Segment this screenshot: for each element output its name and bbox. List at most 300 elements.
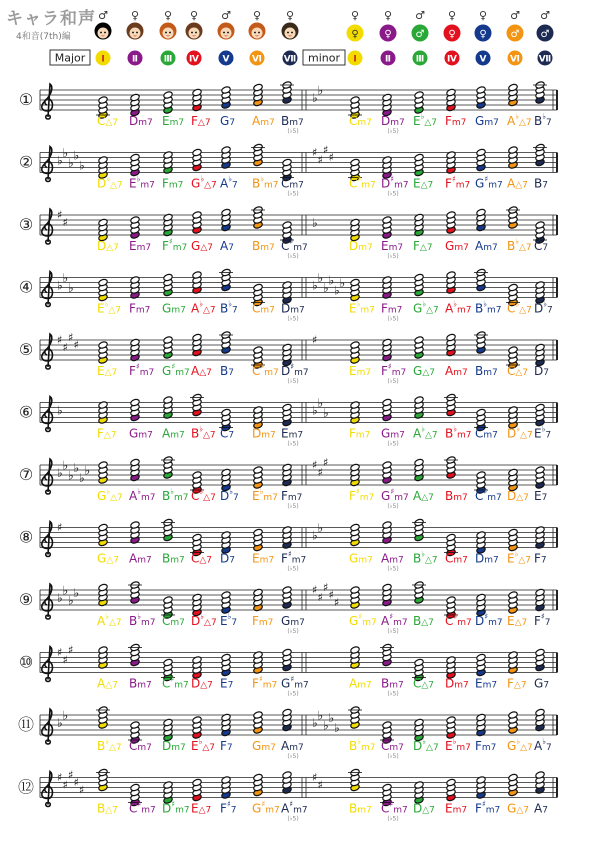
row-number: ① (18, 90, 34, 109)
chord-root: A (445, 364, 454, 378)
key-sharp-icon: ♯ (312, 583, 318, 597)
chord-name (507, 614, 527, 628)
chord-quality: △7 (200, 243, 213, 253)
key-sharp-icon: ♯ (312, 146, 318, 159)
chord-name (445, 239, 469, 253)
chord-name (220, 612, 237, 628)
chord-name (445, 552, 468, 566)
staff-row-5 (19, 331, 557, 385)
chord-accidental: ♭ (229, 487, 234, 496)
treble-clef-icon (42, 209, 53, 244)
chord-accidental: ♯ (390, 174, 395, 184)
chord-name (129, 239, 151, 253)
flat-five-marker: (♭5) (387, 565, 399, 573)
row-number: ⑪ (17, 715, 35, 734)
treble-clef-icon (42, 772, 53, 807)
chord-name (191, 802, 211, 816)
gender-symbol: ♀ (478, 9, 488, 22)
chord-root: G (507, 739, 517, 753)
flat-five-marker: (♭5) (387, 628, 399, 635)
chord-root: B (252, 176, 261, 191)
chord-quality: △7 (199, 555, 213, 566)
chord-quality: m7 (137, 743, 152, 753)
chord-quality: △7 (419, 243, 433, 253)
chord-quality: m7 (453, 493, 468, 503)
chord-root: F (97, 426, 104, 441)
chord-root: B (413, 614, 422, 628)
chord-root: E (129, 176, 137, 191)
chord-name (507, 300, 532, 316)
chord-quality: m7 (387, 305, 403, 316)
chord-name (129, 612, 156, 628)
chord-quality: △7 (515, 368, 529, 378)
minor-degree-numeral: Ⅵ (510, 54, 520, 65)
chord-quality: m7 (357, 118, 372, 128)
key-flat-icon: ♭ (57, 278, 63, 293)
chord-accidental: ♯ (540, 612, 545, 621)
chord-root: E (191, 739, 199, 753)
chord-root: A (252, 114, 261, 128)
key-flat-icon: ♭ (57, 716, 63, 730)
treble-clef-icon (42, 647, 53, 682)
chord-accidental: ♯ (481, 799, 486, 809)
chord-name (220, 800, 237, 816)
chord-quality: △7 (520, 743, 533, 753)
chord-root: D (349, 239, 359, 253)
chord-name (507, 177, 528, 191)
chord-name (252, 800, 280, 816)
chord-name (475, 612, 503, 628)
chord-root: E (534, 426, 542, 441)
chord-root: E (475, 676, 483, 691)
key-sharp-icon: ♯ (57, 771, 63, 784)
chord-name (97, 114, 118, 128)
chord-quality: 7 (229, 118, 236, 128)
chord-root: G (129, 426, 139, 441)
treble-clef-icon (42, 397, 53, 432)
chord-quality: △7 (106, 243, 119, 253)
chord-name (413, 802, 435, 816)
chord-accidental: ♯ (135, 362, 140, 371)
flat-five-marker: (♭5) (387, 128, 399, 135)
key-sharp-icon: ♯ (62, 653, 68, 667)
chord-root: D (220, 551, 230, 566)
major-degree-numeral: Ⅲ (163, 54, 173, 65)
major-degree-numeral: Ⅱ (132, 54, 138, 65)
chord-root: C (507, 364, 516, 378)
chord-quality: m7 (454, 243, 469, 253)
key-flat-icon: ♭ (323, 406, 329, 420)
chord-quality: m7 (457, 305, 472, 316)
chord-name (252, 675, 277, 691)
chord-quality: △7 (204, 618, 217, 628)
chord-name (349, 427, 370, 441)
chord-name (97, 612, 122, 628)
chord-accidental: ♯ (389, 799, 394, 809)
chord-root: B (349, 801, 358, 816)
chord-root: C (507, 301, 516, 316)
chord-root: D (220, 489, 230, 503)
chord-quality: △7 (426, 743, 439, 753)
chord-root: A (129, 489, 138, 503)
chord-name (191, 364, 212, 378)
key-flat-icon: ♭ (62, 458, 69, 473)
gender-symbol: ♀ (479, 29, 487, 40)
chord-root: C (252, 364, 261, 378)
major-degree-numeral: Ⅵ (252, 54, 262, 65)
key-flat-icon: ♭ (317, 83, 324, 98)
chord-name (162, 675, 189, 691)
chord-root: G (413, 301, 423, 316)
chord-root: E (413, 114, 421, 128)
chord-root: B (445, 426, 454, 441)
chord-quality: m7 (482, 680, 498, 691)
chord-name (252, 427, 276, 441)
chord-name (129, 739, 152, 753)
chord-root: D (97, 239, 107, 253)
key-flat-icon: ♭ (312, 278, 318, 293)
chord-name (281, 427, 303, 441)
chord-quality: m7 (294, 680, 309, 691)
chord-name (445, 612, 472, 628)
chord-quality: △7 (110, 180, 123, 191)
staff-row-9 (19, 581, 557, 635)
key-flat-icon: ♭ (317, 396, 324, 410)
chord-quality: m7 (361, 743, 376, 753)
chord-name (381, 487, 409, 503)
chord-root: F (445, 176, 452, 191)
chord-root: C (191, 551, 200, 566)
chord-quality: △7 (105, 118, 119, 128)
chord-name (475, 487, 502, 503)
row-number: ⑩ (18, 652, 34, 672)
chord-name (445, 489, 468, 503)
chord-name (162, 362, 190, 378)
chord-quality: △7 (199, 368, 212, 378)
chord-root: C (281, 176, 290, 191)
chord-quality: m7 (389, 680, 404, 691)
chord-name (220, 427, 234, 441)
chord-root: A (349, 676, 358, 691)
chord-name (507, 112, 532, 128)
chord-quality: m7 (393, 618, 408, 628)
chord-quality: m7 (483, 243, 498, 253)
flat-five-marker: (♭5) (287, 815, 299, 823)
key-flat-icon: ♭ (323, 281, 329, 295)
chord-quality: m7 (260, 243, 275, 253)
chord-quality: m7 (388, 243, 404, 253)
staff-row-4 (19, 268, 557, 322)
minor-degree-numeral: Ⅱ (385, 54, 391, 65)
chord-root: C (349, 114, 358, 128)
chord-root: A (413, 489, 422, 503)
chord-root: D (413, 801, 423, 816)
chord-quality: △7 (516, 493, 529, 503)
key-flat-icon: ♭ (68, 468, 74, 483)
gender-symbol: ♂ (98, 9, 108, 22)
treble-clef-icon (42, 459, 53, 494)
key-flat-icon: ♭ (312, 716, 318, 730)
chord-name (191, 552, 212, 566)
chord-quality: m7 (456, 743, 471, 753)
chord-name (381, 800, 408, 816)
chord-accidental: ♯ (171, 362, 176, 371)
chord-accidental: ♭ (542, 737, 546, 746)
key-flat-icon: ♭ (328, 711, 335, 725)
chord-quality: m7 (168, 180, 184, 191)
chord-quality: △7 (420, 180, 434, 191)
chord-quality: m7 (484, 118, 499, 128)
chord-root: F (381, 364, 388, 378)
key-sharp-icon: ♯ (312, 458, 318, 472)
chord-name (97, 552, 119, 566)
chord-root: B (534, 176, 543, 191)
key-sharp-icon: ♯ (328, 151, 334, 164)
chord-root: D (97, 176, 107, 191)
chord-name (349, 239, 373, 253)
key-flat-icon: ♭ (57, 591, 63, 605)
key-flat-icon: ♭ (339, 276, 346, 290)
chord-quality: m7 (394, 493, 409, 503)
chord-quality: 7 (228, 368, 234, 378)
chord-accidental: ♭ (515, 112, 519, 121)
chord-name (220, 300, 238, 316)
chord-name (381, 552, 404, 566)
chord-accidental: ♭ (137, 487, 141, 496)
chord-quality: 7 (547, 305, 553, 316)
key-sharp-icon: ♯ (68, 768, 74, 782)
chord-name (445, 802, 467, 816)
key-flat-icon: ♭ (73, 586, 80, 600)
key-sharp-icon: ♯ (312, 771, 318, 784)
chord-accidental: ♯ (451, 174, 456, 184)
chord-quality: △7 (421, 618, 434, 628)
chord-name (534, 112, 552, 128)
chord-quality: 7 (546, 743, 552, 753)
chord-name (349, 802, 372, 816)
chord-name (381, 739, 404, 753)
flat-five-marker: (♭5) (287, 253, 299, 260)
chord-root: B (97, 739, 106, 753)
chord-accidental: ♯ (483, 487, 488, 496)
chord-root: G (475, 114, 485, 128)
chord-name (534, 364, 549, 378)
chord-root: B (220, 301, 229, 316)
chord-root: A (129, 551, 138, 566)
chord-name (475, 175, 503, 191)
flat-five-marker: (♭5) (287, 628, 299, 635)
chord-name (507, 237, 532, 253)
chord-root: F (349, 426, 356, 441)
chord-quality: m7 (288, 430, 304, 441)
chord-root: A (475, 239, 484, 253)
chord-quality: m7 (261, 743, 276, 753)
chord-name (475, 364, 498, 378)
chord-root: G (381, 489, 391, 503)
chord-root: D (129, 114, 139, 128)
chord-accidental: ♭ (420, 112, 425, 121)
chord-accidental: ♭ (543, 299, 548, 309)
row-number: ⑫ (17, 777, 35, 797)
chord-name (220, 739, 233, 753)
key-sharp-icon: ♯ (62, 216, 68, 229)
chord-name (97, 175, 123, 191)
chord-root: D (475, 614, 485, 628)
chord-name (507, 802, 529, 816)
chord-quality: △7 (105, 680, 118, 691)
chord-quality: 7 (233, 493, 239, 503)
chord-root: C (381, 801, 390, 816)
key-flat-icon: ♭ (57, 153, 63, 168)
key-flat-icon: ♭ (68, 281, 74, 295)
chord-name (252, 175, 279, 191)
chord-quality: △7 (198, 805, 212, 816)
chord-quality: m7 (287, 493, 303, 503)
key-sharp-icon: ♯ (323, 143, 329, 157)
chord-root: C (162, 614, 171, 628)
chord-name (252, 487, 278, 503)
chord-quality: m7 (393, 805, 408, 816)
chord-quality: 7 (231, 618, 238, 628)
key-flat-icon: ♭ (312, 91, 318, 105)
chord-root: A (534, 739, 543, 753)
gender-symbol: ♂ (540, 29, 550, 40)
page-title: キャラ和声 (6, 9, 96, 29)
key-flat-icon: ♭ (334, 283, 340, 298)
chord-quality: m7 (141, 618, 156, 628)
chord-quality: △7 (203, 493, 216, 503)
chord-name (162, 739, 186, 753)
chord-name (97, 487, 123, 503)
chord-accidental: ♯ (387, 362, 392, 371)
chord-quality: m7 (136, 243, 152, 253)
chord-quality: m7 (138, 430, 153, 441)
chord-quality: m7 (265, 805, 280, 816)
chord-root: C (445, 614, 454, 628)
gender-symbol: ♀ (189, 9, 199, 22)
chord-accidental: ♭ (421, 549, 426, 559)
key-flat-icon: ♭ (317, 271, 324, 285)
chord-name (252, 239, 275, 253)
chord-name (220, 677, 233, 691)
chord-root: A (381, 614, 390, 628)
chord-quality: m7 (135, 305, 151, 316)
chord-quality: m7 (141, 805, 156, 816)
gender-symbol: ♀ (383, 9, 393, 22)
chord-name (507, 737, 533, 753)
major-degree-numeral: Ⅳ (189, 54, 199, 65)
chord-quality: m7 (137, 555, 152, 566)
chord-quality: m7 (357, 680, 372, 691)
chord-name (445, 737, 471, 753)
chord-quality: 7 (544, 618, 551, 628)
chord-accidental: ♭ (542, 112, 547, 121)
chord-name (281, 114, 304, 128)
chord-name (97, 239, 119, 253)
gender-symbol: ♂ (510, 29, 520, 40)
chord-quality: m7 (457, 618, 472, 628)
chord-quality: 7 (540, 555, 547, 566)
chord-root: B (97, 801, 106, 816)
major-degree-numeral: Ⅶ (283, 54, 297, 65)
chord-name (534, 489, 547, 503)
gender-symbol: ♀ (163, 9, 173, 22)
key-flat-icon: ♭ (73, 148, 80, 163)
key-flat-icon: ♭ (73, 461, 80, 475)
chord-name (162, 800, 190, 816)
chord-accidental: ♯ (258, 674, 263, 684)
chord-quality: m7 (391, 368, 407, 378)
chord-root: C (281, 239, 290, 253)
chord-root: G (162, 364, 172, 378)
chord-root: F (381, 301, 388, 316)
chord-root: D (534, 301, 544, 316)
chord-accidental: ♯ (260, 362, 265, 371)
flat-five-marker: (♭5) (287, 440, 299, 448)
chord-quality: m7 (358, 555, 373, 566)
chord-quality: △7 (514, 618, 528, 628)
chord-root: G (413, 364, 423, 378)
chord-name (281, 614, 305, 628)
chord-name (381, 114, 405, 128)
chord-accidental: ♭ (515, 299, 520, 309)
chord-accidental: ♭ (136, 174, 141, 184)
key-flat-icon: ♭ (62, 583, 69, 598)
chord-root: E (413, 176, 421, 191)
flat-five-marker: (♭5) (387, 315, 399, 323)
chord-root: G (97, 551, 107, 566)
page-subtitle: 4和音(7th)編 (16, 32, 71, 42)
gender-symbol: ♂ (221, 9, 231, 22)
chord-accidental: ♭ (106, 487, 111, 496)
chord-root: G (252, 739, 262, 753)
flat-five-marker: (♭5) (387, 503, 399, 510)
chord-accidental: ♭ (105, 612, 109, 621)
chord-root: F (281, 551, 288, 566)
chord-root: D (413, 739, 423, 753)
chord-quality: 7 (542, 243, 549, 253)
chord-name (381, 239, 403, 253)
chord-name (349, 175, 376, 191)
chord-root: D (191, 676, 201, 691)
chord-name (534, 737, 552, 753)
chord-quality: m7 (452, 805, 468, 816)
chord-quality: m7 (259, 555, 275, 566)
chord-quality: △7 (106, 555, 119, 566)
chord-accidental: ♭ (200, 612, 205, 621)
chord-quality: 7 (229, 555, 235, 566)
minor-degree-numeral: Ⅳ (447, 54, 457, 65)
chord-root: D (162, 739, 172, 753)
chord-root: F (220, 739, 227, 753)
row-number: ③ (18, 215, 34, 234)
key-flat-icon: ♭ (317, 521, 324, 535)
chord-name (97, 677, 118, 691)
chord-root: F (252, 676, 259, 691)
chord-name (220, 175, 238, 191)
chord-name (97, 802, 118, 816)
chord-name (129, 175, 155, 191)
major-label: Major (54, 51, 86, 65)
chord-name (534, 802, 548, 816)
chord-root: D (191, 614, 201, 628)
chord-root: D (162, 801, 172, 816)
chord-name (129, 362, 154, 378)
chord-name (445, 300, 472, 316)
chord-root: D (281, 301, 291, 316)
flat-five-marker: (♭5) (287, 565, 299, 573)
key-flat-icon: ♭ (62, 708, 69, 723)
